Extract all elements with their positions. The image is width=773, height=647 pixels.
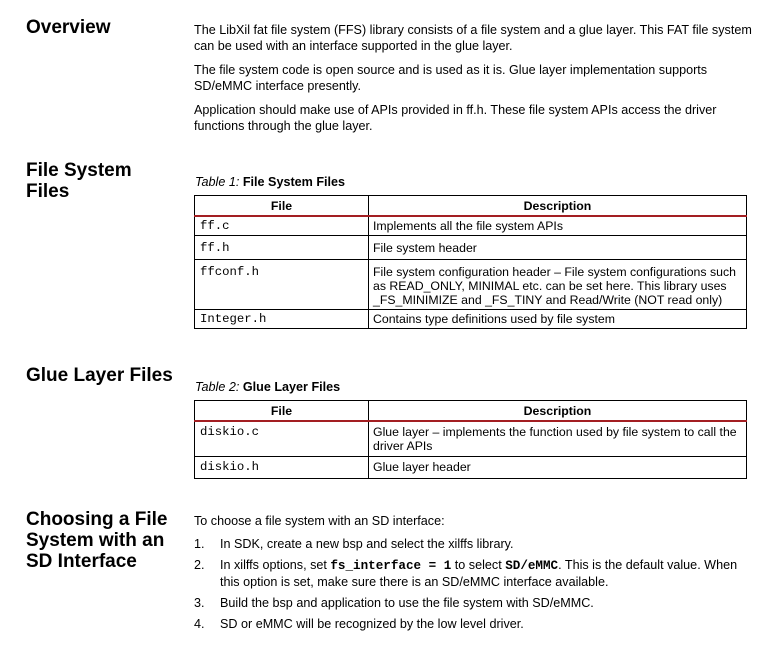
file-cell: ffconf.h	[195, 260, 369, 310]
overview-heading: Overview	[26, 17, 111, 38]
table-row	[195, 310, 747, 329]
step-text-pre: In xilffs options, set	[220, 558, 331, 572]
step-text-post: . This is the default value. When this option is set, make sure there is an SD/eMMC interface available.	[220, 558, 738, 589]
list-item	[194, 557, 754, 590]
list-item	[194, 595, 754, 611]
step-text: Build the bsp and application to use the file system with SD/eMMC.	[220, 596, 594, 610]
step-number: 4.	[194, 617, 205, 631]
description-cell: Glue layer header	[369, 457, 747, 479]
overview-paragraph-1: The LibXil fat file system (FFS) library consists of a file system and a glue layer. This FAT file system can be used with an interface supported in the glue layer.	[194, 23, 752, 53]
description-cell: Contains type definitions used by file system	[369, 310, 747, 329]
table-header-row	[195, 196, 747, 217]
list-item	[194, 616, 754, 632]
description-cell: Glue layer – implements the function used by file system to call the driver APIs	[369, 421, 747, 457]
column-header-description: Description	[369, 196, 747, 217]
table-row	[195, 236, 747, 260]
step-text: SD or eMMC will be recognized by the low level driver.	[220, 617, 524, 631]
column-header-file: File	[195, 401, 369, 422]
table-row	[195, 216, 747, 236]
description-cell: File system header	[369, 236, 747, 260]
overview-paragraph-3: Application should make use of APIs provided in ff.h. These file system APIs access the driver functions through the glue layer.	[194, 103, 717, 133]
table-row	[195, 457, 747, 479]
table2-caption	[195, 379, 340, 395]
step-number: 2.	[194, 558, 205, 572]
file-system-files-heading: File System Files	[26, 160, 132, 202]
description-cell: File system configuration header – File system configurations such as READ_ONLY, MINIMAL etc. can be set here. This library uses _FS_MINIMIZE and _FS_TINY and Read/Write (NOT read only)	[369, 260, 747, 310]
file-system-files-table	[194, 195, 747, 329]
step-text-mid: to select	[451, 558, 506, 572]
overview-paragraph-2: The file system code is open source and is used as it is. Glue layer implementation supports SD/eMMC interface presently.	[194, 63, 708, 93]
file-cell: Integer.h	[195, 310, 369, 329]
list-item	[194, 536, 754, 552]
steps-list	[194, 536, 754, 637]
table1-caption	[195, 174, 345, 190]
table1-caption-title: File System Files	[242, 175, 346, 189]
table-row	[195, 421, 747, 457]
choosing-sd-interface-heading: Choosing a File System with an SD Interface	[26, 509, 168, 572]
table2-caption-title: Glue Layer Files	[242, 380, 341, 394]
code-sd-emmc: SD/eMMC	[505, 559, 559, 573]
step-text: In SDK, create a new bsp and select the xilffs library.	[220, 537, 514, 551]
table2-caption-label: Table 2:	[195, 380, 240, 394]
table1-caption-label: Table 1:	[195, 175, 240, 189]
choosing-intro: To choose a file system with an SD interface:	[194, 514, 445, 528]
step-number: 3.	[194, 596, 205, 610]
column-header-file: File	[195, 196, 369, 217]
file-cell: diskio.c	[195, 421, 369, 457]
file-cell: diskio.h	[195, 457, 369, 479]
column-header-description: Description	[369, 401, 747, 422]
file-cell: ff.c	[195, 216, 369, 236]
file-cell: ff.h	[195, 236, 369, 260]
table-header-row	[195, 401, 747, 422]
step-number: 1.	[194, 537, 205, 551]
description-cell: Implements all the file system APIs	[369, 216, 747, 236]
table-row	[195, 260, 747, 310]
glue-layer-files-table	[194, 400, 747, 479]
code-fs-interface: fs_interface = 1	[330, 559, 452, 573]
glue-layer-files-heading: Glue Layer Files	[26, 365, 173, 386]
